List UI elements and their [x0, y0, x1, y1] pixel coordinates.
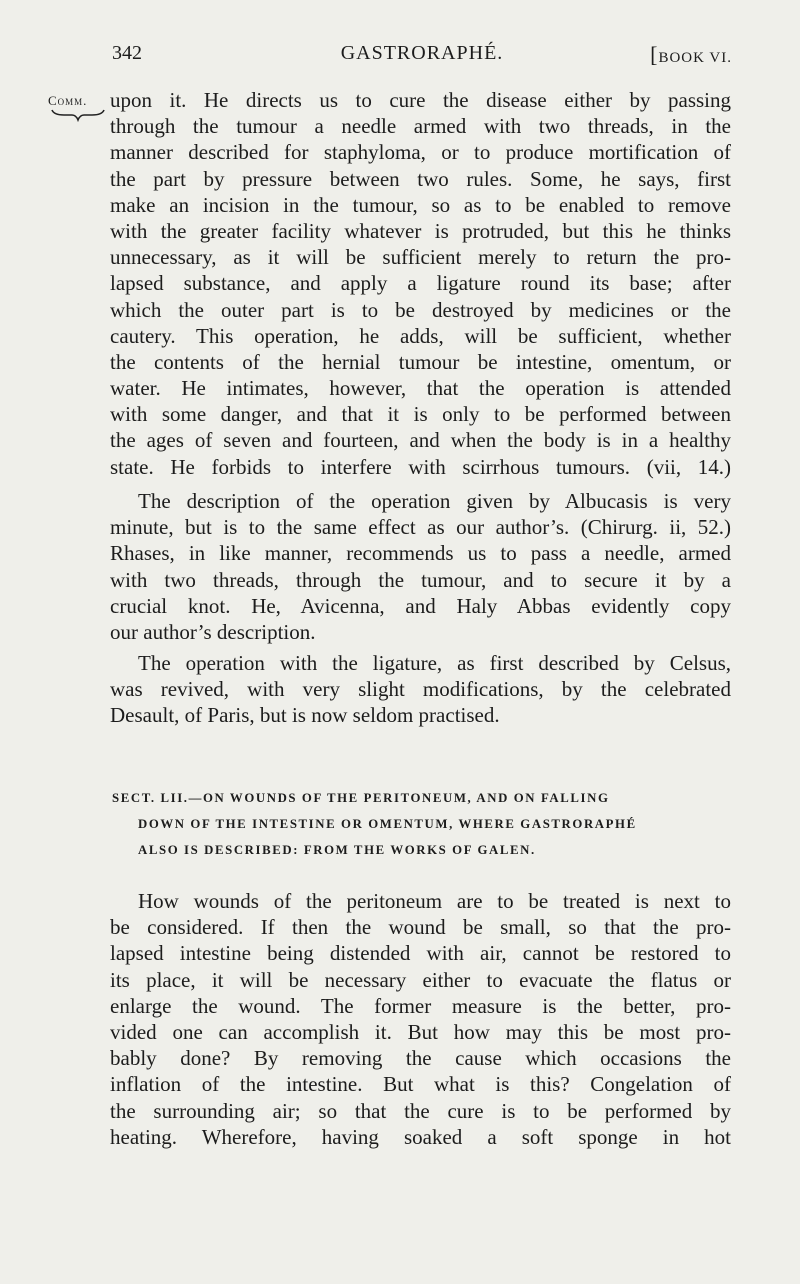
- paragraph-celsus: [110, 650, 731, 729]
- text-line: the ages of seven and fourteen, and when the body is in a healthy: [110, 428, 731, 453]
- text-line: How wounds of the peritoneum are to be treated is next to: [138, 889, 731, 913]
- text-line: minute, but is to the same effect as our author’s. (Chirurg. ii, 52.): [110, 515, 731, 540]
- paragraph-peritoneum-wounds: [110, 888, 731, 1150]
- text-line: the contents of the hernial tumour be intestine, omentum, or: [110, 349, 731, 374]
- text-line: water. He intimates, however, that the operation is attended: [110, 376, 731, 401]
- running-title: GASTRORAPHÉ.: [340, 42, 504, 64]
- book-reference: [650, 42, 732, 68]
- section-heading-line: SECT. LII.—ON WOUNDS OF THE PERITONEUM, AND ON FALLING: [112, 791, 610, 805]
- text-line: with the greater facility whatever is protruded, but this he thinks: [110, 218, 731, 243]
- margin-brace-icon: [50, 108, 106, 122]
- section-heading-line: ALSO IS DESCRIBED: FROM THE WORKS OF GALEN.: [138, 843, 536, 857]
- text-line: lapsed substance, and apply a ligature round its base; after: [110, 271, 731, 296]
- text-line: our author’s description.: [110, 619, 316, 644]
- text-line: bably done? By removing the cause which occasions the: [110, 1046, 731, 1071]
- text-line: be considered. If then the wound be small, so that the pro-: [110, 915, 731, 940]
- page-number: 342: [112, 42, 142, 64]
- text-line: The description of the operation given by Albucasis is very: [138, 489, 731, 513]
- text-line: Rhases, in like manner, recommends us to pass a needle, armed: [110, 541, 731, 566]
- margin-note-commentary: Comm.: [48, 93, 88, 108]
- text-line: its place, it will be necessary either to evacuate the flatus or: [110, 967, 731, 992]
- paragraph-commentary-continued: [110, 87, 731, 480]
- text-line: The operation with the ligature, as first described by Celsus,: [138, 651, 731, 675]
- text-line: with two threads, through the tumour, and to secure it by a: [110, 567, 731, 592]
- text-line: which the outer part is to be destroyed by medicines or the: [110, 297, 731, 322]
- text-line: crucial knot. He, Avicenna, and Haly Abbas evidently copy: [110, 593, 731, 618]
- text-line: through the tumour a needle armed with two threads, in the: [110, 114, 731, 139]
- text-line: vided one can accomplish it. But how may this be most pro-: [110, 1019, 731, 1044]
- text-line: with some danger, and that it is only to be performed between: [110, 402, 731, 427]
- text-line: upon it. He directs us to cure the disease either by passing: [110, 88, 731, 112]
- section-heading-line: DOWN OF THE INTESTINE OR OMENTUM, WHERE GASTRORAPHÉ: [138, 817, 637, 831]
- text-line: unnecessary, as it will be sufficient merely to return the pro-: [110, 245, 731, 270]
- text-line: cautery. This operation, he adds, will be sufficient, whether: [110, 323, 731, 348]
- paragraph-albucasis: [110, 488, 731, 645]
- book-reference-text: BOOK VI.: [658, 50, 732, 66]
- text-line: make an incision in the tumour, so as to be enabled to remove: [110, 192, 731, 217]
- text-line: lapsed intestine being distended with air, cannot be restored to: [110, 941, 731, 966]
- text-line: manner described for staphyloma, or to produce mortification of: [110, 140, 731, 165]
- text-line: inflation of the intestine. But what is this? Congelation of: [110, 1072, 731, 1097]
- text-line: was revived, with very slight modifications, by the celebrated: [110, 677, 731, 702]
- text-line: Desault, of Paris, but is now seldom practised.: [110, 703, 500, 728]
- text-line: state. He forbids to interfere with scirrhous tumours. (vii, 14.): [110, 454, 731, 479]
- section-heading: [112, 785, 732, 863]
- text-line: the part by pressure between two rules. Some, he says, first: [110, 166, 731, 191]
- text-line: the surrounding air; so that the cure is to be performed by: [110, 1098, 731, 1123]
- text-line: heating. Wherefore, having soaked a soft sponge in hot: [110, 1124, 731, 1149]
- text-line: enlarge the wound. The former measure is the better, pro-: [110, 993, 731, 1018]
- book-bracket: [: [650, 42, 659, 67]
- page-header: [112, 42, 732, 72]
